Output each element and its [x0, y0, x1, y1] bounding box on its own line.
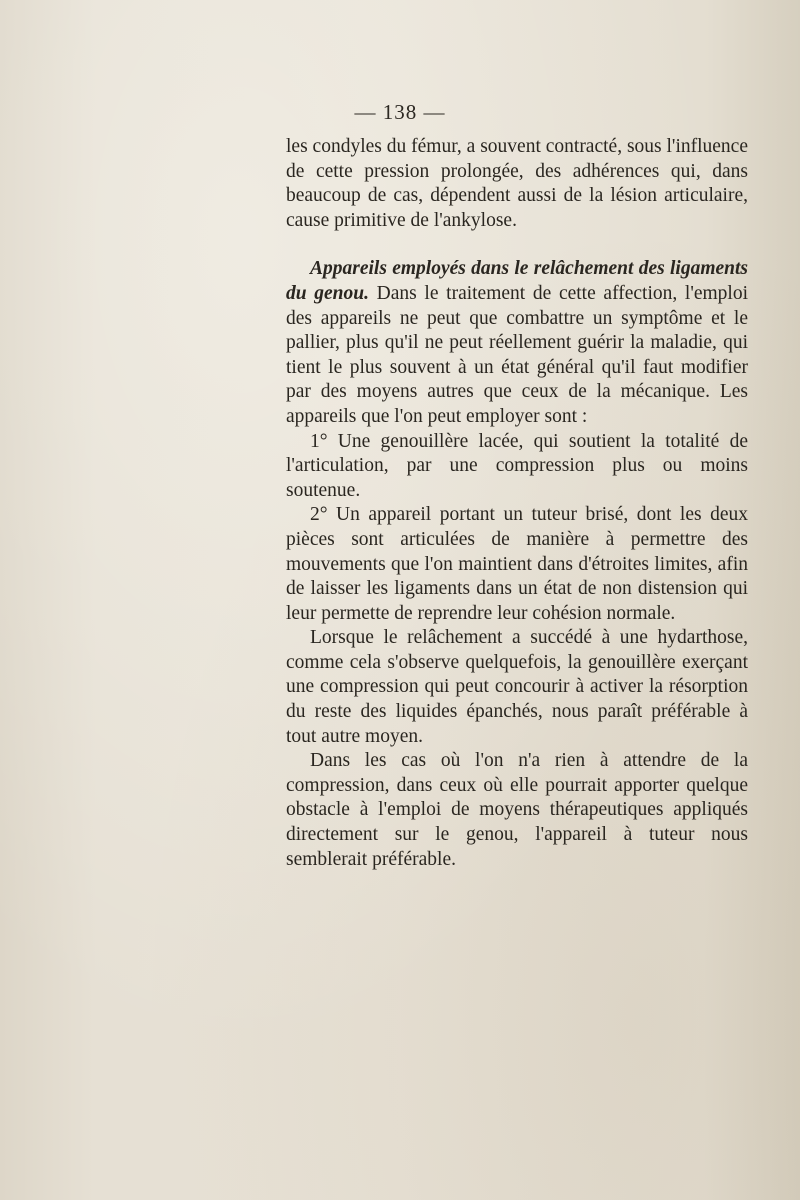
paragraph-appareils: [286, 257, 748, 429]
paragraph-genouillere: 1° Une genouillère lacée, qui soutient la totalité de l'articulation, par une compression plus ou moins soutenue.: [286, 430, 748, 501]
paragraph-compression: Dans les cas où l'on n'a rien à attendre de la compression, dans ceux où elle pourrait apporter quelque obstacle à l'emploi de moyens thérapeutiques appliqués directement sur le genou, l'appareil à tuteur nous semblerait préférable.: [286, 750, 748, 870]
paragraph-appareils-text: Dans le traitement de cette affection, l'emploi des appareils ne peut que combattre un symptôme et le pallier, plus qu'il ne peut réellement guérir la maladie, qui tient le plus souvent à un état général qu'il faut modifier par des moyens autres que ceux de la mécanique. Les appareils que l'on peut employer sont :: [286, 282, 748, 427]
body-text: [286, 135, 748, 872]
page-number: — 138 —: [354, 100, 446, 124]
paragraph-tuteur: 2° Un appareil portant un tuteur brisé, dont les deux pièces sont articulées de manière à permettre des mouvements que l'on maintient dans d'étroites limites, afin de laisser les ligaments dans un état de non distension qui leur permette de reprendre leur cohésion normale.: [286, 504, 748, 624]
section-title: Appareils employés dans le relâchement des ligaments du genou.: [286, 258, 748, 304]
paragraph-hydarthose: Lorsque le relâchement a succédé à une hydarthose, comme cela s'observe quelquefois, la genouillère exerçant une compression qui peut concourir à activer la résorption du reste des liquides épanchés, nous paraît préférable à tout autre moyen.: [286, 627, 748, 747]
paragraph-ankylose: les condyles du fémur, a souvent contracté, sous l'influence de cette pression prolongée, des adhérences qui, dans beaucoup de cas, dépendent aussi de la lésion articulaire, cause primitive de l'ankylose.: [286, 136, 748, 231]
